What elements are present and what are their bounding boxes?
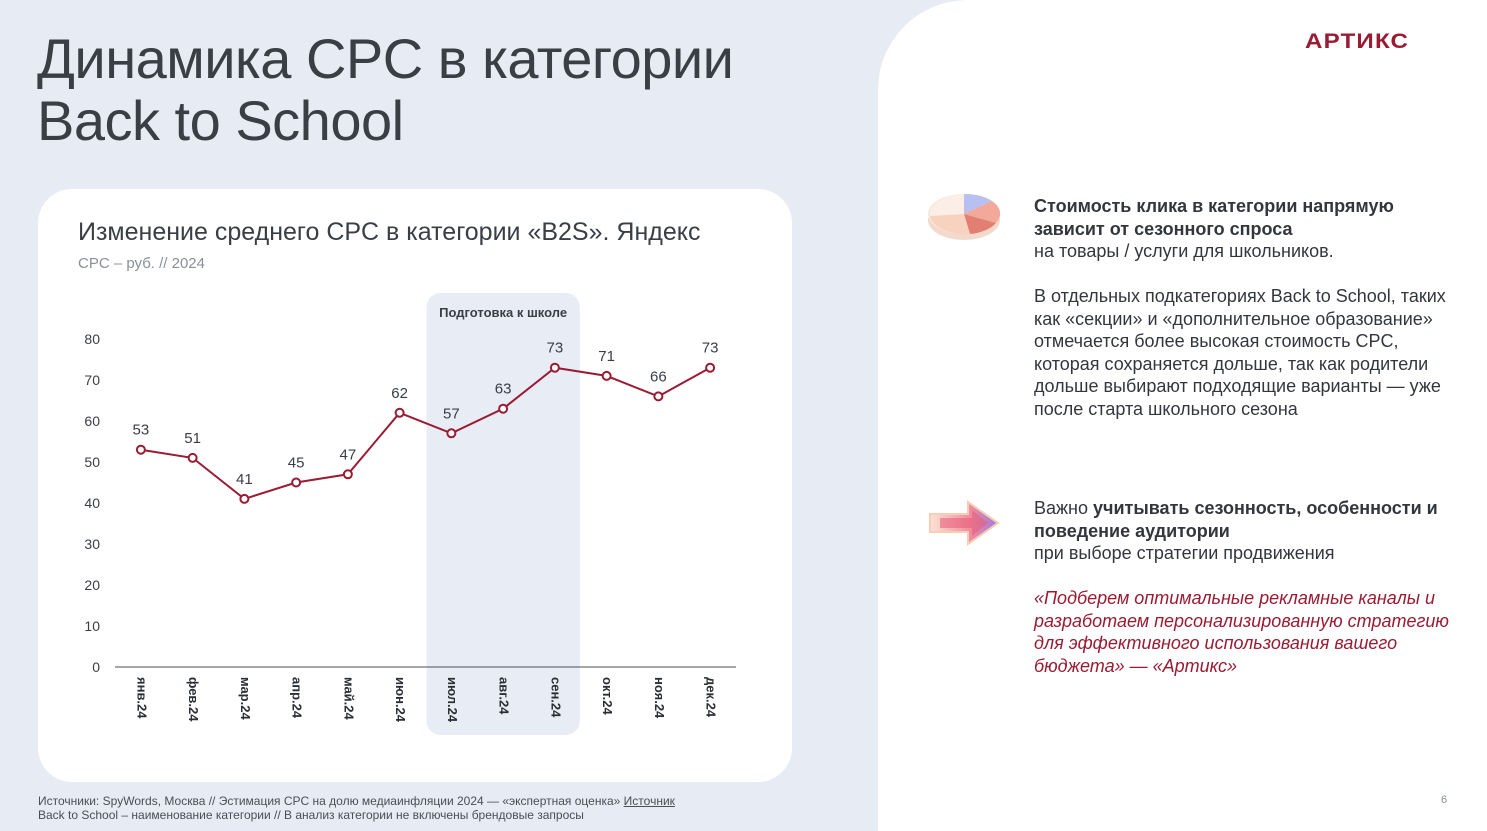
data-point bbox=[344, 470, 352, 478]
x-tick-label: май.24 bbox=[341, 677, 357, 720]
data-point bbox=[189, 454, 197, 462]
pie-chart-icon bbox=[926, 188, 1004, 244]
x-tick-label: окт.24 bbox=[600, 677, 616, 715]
info-block-1 bbox=[1034, 195, 1454, 263]
series-line bbox=[141, 368, 710, 499]
x-tick-label: ноя.24 bbox=[651, 677, 667, 719]
data-point bbox=[551, 364, 559, 372]
info-block-3-text: при выборе стратегии продвижения bbox=[1034, 543, 1335, 563]
logo: АРТИКС bbox=[1305, 30, 1410, 53]
page-title-line2: Back to School bbox=[37, 89, 404, 152]
data-label: 73 bbox=[701, 339, 719, 357]
arrow-right-icon bbox=[926, 496, 1002, 550]
data-point bbox=[706, 364, 714, 372]
data-point bbox=[654, 392, 662, 400]
data-label: 71 bbox=[598, 347, 615, 365]
data-point bbox=[499, 405, 507, 413]
chart-subtitle: CPC – руб. // 2024 bbox=[78, 255, 205, 272]
sources-link[interactable]: Источник bbox=[623, 794, 675, 808]
highlight-band bbox=[427, 293, 580, 735]
data-point bbox=[240, 495, 248, 503]
y-tick-label: 50 bbox=[84, 454, 100, 470]
x-tick-label: сен.24 bbox=[548, 677, 564, 718]
highlight-label: Подготовка к школе bbox=[439, 305, 568, 320]
x-tick-label: июл.24 bbox=[444, 677, 460, 723]
page-number: 6 bbox=[1441, 794, 1448, 806]
data-label: 66 bbox=[650, 368, 667, 386]
sources-footnote bbox=[38, 794, 675, 822]
y-tick-label: 40 bbox=[84, 495, 100, 511]
chart-title: Изменение среднего CPC в категории «B2S». Яндекс bbox=[78, 218, 701, 246]
data-point bbox=[603, 372, 611, 380]
data-label: 41 bbox=[236, 470, 253, 488]
x-tick-label: июн.24 bbox=[393, 677, 409, 723]
y-tick-label: 10 bbox=[84, 618, 100, 634]
y-tick-label: 30 bbox=[84, 536, 100, 552]
y-tick-label: 60 bbox=[84, 413, 100, 429]
data-point bbox=[396, 409, 404, 417]
y-tick-label: 0 bbox=[92, 659, 100, 675]
data-label: 73 bbox=[546, 339, 564, 357]
x-tick-label: янв.24 bbox=[134, 677, 150, 719]
page-title bbox=[37, 28, 857, 152]
x-tick-label: дек.24 bbox=[703, 677, 719, 718]
chart-card bbox=[38, 189, 792, 782]
info-block-3 bbox=[1034, 497, 1454, 565]
info-block-3-prefix: Важно bbox=[1034, 498, 1094, 518]
data-point bbox=[447, 429, 455, 437]
x-tick-label: мар.24 bbox=[237, 677, 253, 720]
data-point bbox=[137, 446, 145, 454]
data-label: 53 bbox=[132, 421, 150, 439]
data-label: 57 bbox=[443, 405, 460, 423]
data-label: 63 bbox=[494, 380, 512, 398]
data-point bbox=[292, 479, 300, 487]
sources-line2: Back to School – наименование категории // В анализ категории не включены брендовые запросы bbox=[38, 808, 584, 822]
page-title-line1: Динамика CPC в категории bbox=[37, 27, 734, 90]
info-block-3-bold: учитывать сезонность, особенности и поведение аудитории bbox=[1034, 498, 1438, 541]
data-label: 47 bbox=[339, 446, 357, 464]
info-block-1-bold: Стоимость клика в категории напрямую зависит от сезонного спроса bbox=[1034, 196, 1394, 239]
y-tick-label: 20 bbox=[84, 577, 100, 593]
y-tick-label: 70 bbox=[84, 372, 100, 388]
info-block-1-text: на товары / услуги для школьников. bbox=[1034, 241, 1334, 261]
x-tick-label: апр.24 bbox=[289, 677, 305, 719]
data-label: 45 bbox=[287, 454, 305, 472]
x-tick-label: авг.24 bbox=[496, 677, 512, 715]
info-block-2: В отдельных подкатегориях Back to School, таких как «секции» и «дополнительное образование» отмечается более высокая стоимость CPC, которая сохраняется дольше, так как родители дольше выбирают подходящие варианты — уже после старта школьного сезона bbox=[1034, 286, 1446, 419]
x-tick-label: фев.24 bbox=[186, 677, 202, 722]
data-label: 62 bbox=[391, 384, 408, 402]
sources-line1: Источники: SpyWords, Москва // Эстимация CPC на долю медиаинфляции 2024 — «экспертная оценка» bbox=[38, 794, 624, 808]
artix-quote: «Подберем оптимальные рекламные каналы и разработаем персонализированную стратегию для эффективного использования вашего бюджета» — «Артикс» bbox=[1034, 588, 1449, 676]
line-chart bbox=[38, 189, 792, 782]
y-tick-label: 80 bbox=[84, 331, 100, 347]
data-label: 51 bbox=[184, 429, 201, 447]
